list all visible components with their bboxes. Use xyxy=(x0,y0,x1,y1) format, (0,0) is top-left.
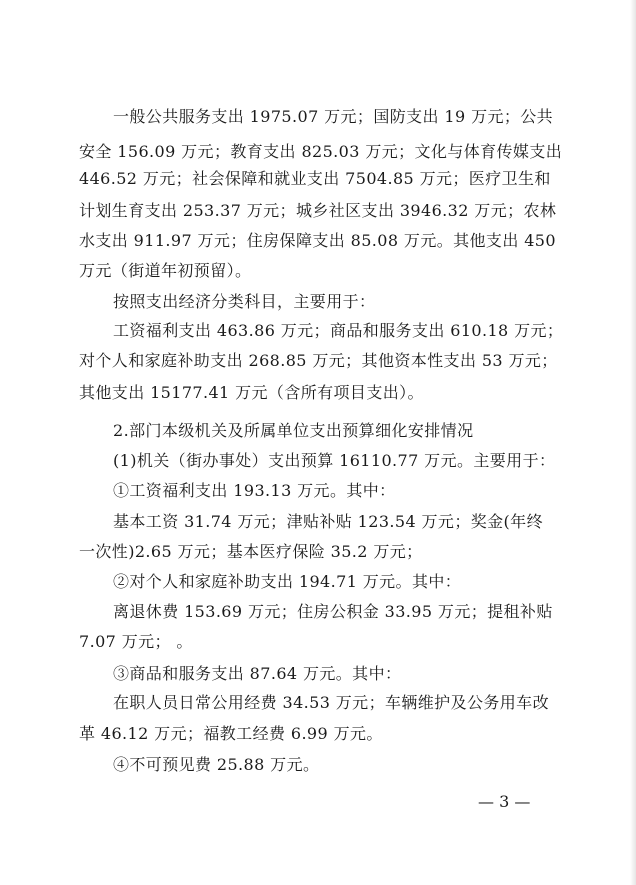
text-line: 水支出 911.97 万元；住房保障支出 85.08 万元。其他支出 450 xyxy=(79,231,556,250)
text-line: 离退休费 153.69 万元；住房公积金 33.95 万元；提租补贴 xyxy=(113,602,553,621)
text-line: 446.52 万元；社会保障和就业支出 7504.85 万元；医疗卫生和 xyxy=(79,169,551,188)
text-line: ③商品和服务支出 87.64 万元。其中： xyxy=(113,664,402,683)
text-line: ④不可预见费 25.88 万元。 xyxy=(113,755,320,774)
text-line: 革 46.12 万元；福教工经费 6.99 万元。 xyxy=(79,724,383,743)
section-heading: 2.部门本级机关及所属单位支出预算细化安排情况 xyxy=(113,421,474,440)
page-number: — 3 — xyxy=(478,792,531,811)
text-line: 基本工资 31.74 万元；津贴补贴 123.54 万元；奖金(年终 xyxy=(113,512,543,531)
text-line: ①工资福利支出 193.13 万元。其中： xyxy=(113,481,396,500)
text-line: 在职人员日常公用经费 34.53 万元；车辆维护及公务用车改 xyxy=(113,693,549,712)
text-line: 一次性)2.65 万元；基本医疗保险 35.2 万元； xyxy=(79,542,423,561)
text-line: 安全 156.09 万元；教育支出 825.03 万元；文化与体育传媒支出 xyxy=(79,142,563,161)
subsection-heading: (1)机关（街办事处）支出预算 16110.77 万元。主要用于： xyxy=(113,451,556,470)
text-line: 计划生育支出 253.37 万元；城乡社区支出 3946.32 万元；农林 xyxy=(79,201,557,220)
text-line: ②对个人和家庭补助支出 194.71 万元。其中： xyxy=(113,572,462,591)
text-line: 一般公共服务支出 1975.07 万元；国防支出 19 万元；公共 xyxy=(113,107,554,126)
page-edge xyxy=(630,0,636,885)
text-line: 对个人和家庭补助支出 268.85 万元；其他资本性支出 53 万元； xyxy=(79,351,558,370)
text-line: 其他支出 15177.41 万元（含所有项目支出）。 xyxy=(79,383,424,402)
text-line: 万元（街道年初预留）。 xyxy=(79,261,252,280)
text-line: 7.07 万元； 。 xyxy=(79,632,193,651)
text-line: 工资福利支出 463.86 万元；商品和服务支出 610.18 万元； xyxy=(113,321,564,340)
text-line: 按照支出经济分类科目，主要用于： xyxy=(113,292,376,311)
